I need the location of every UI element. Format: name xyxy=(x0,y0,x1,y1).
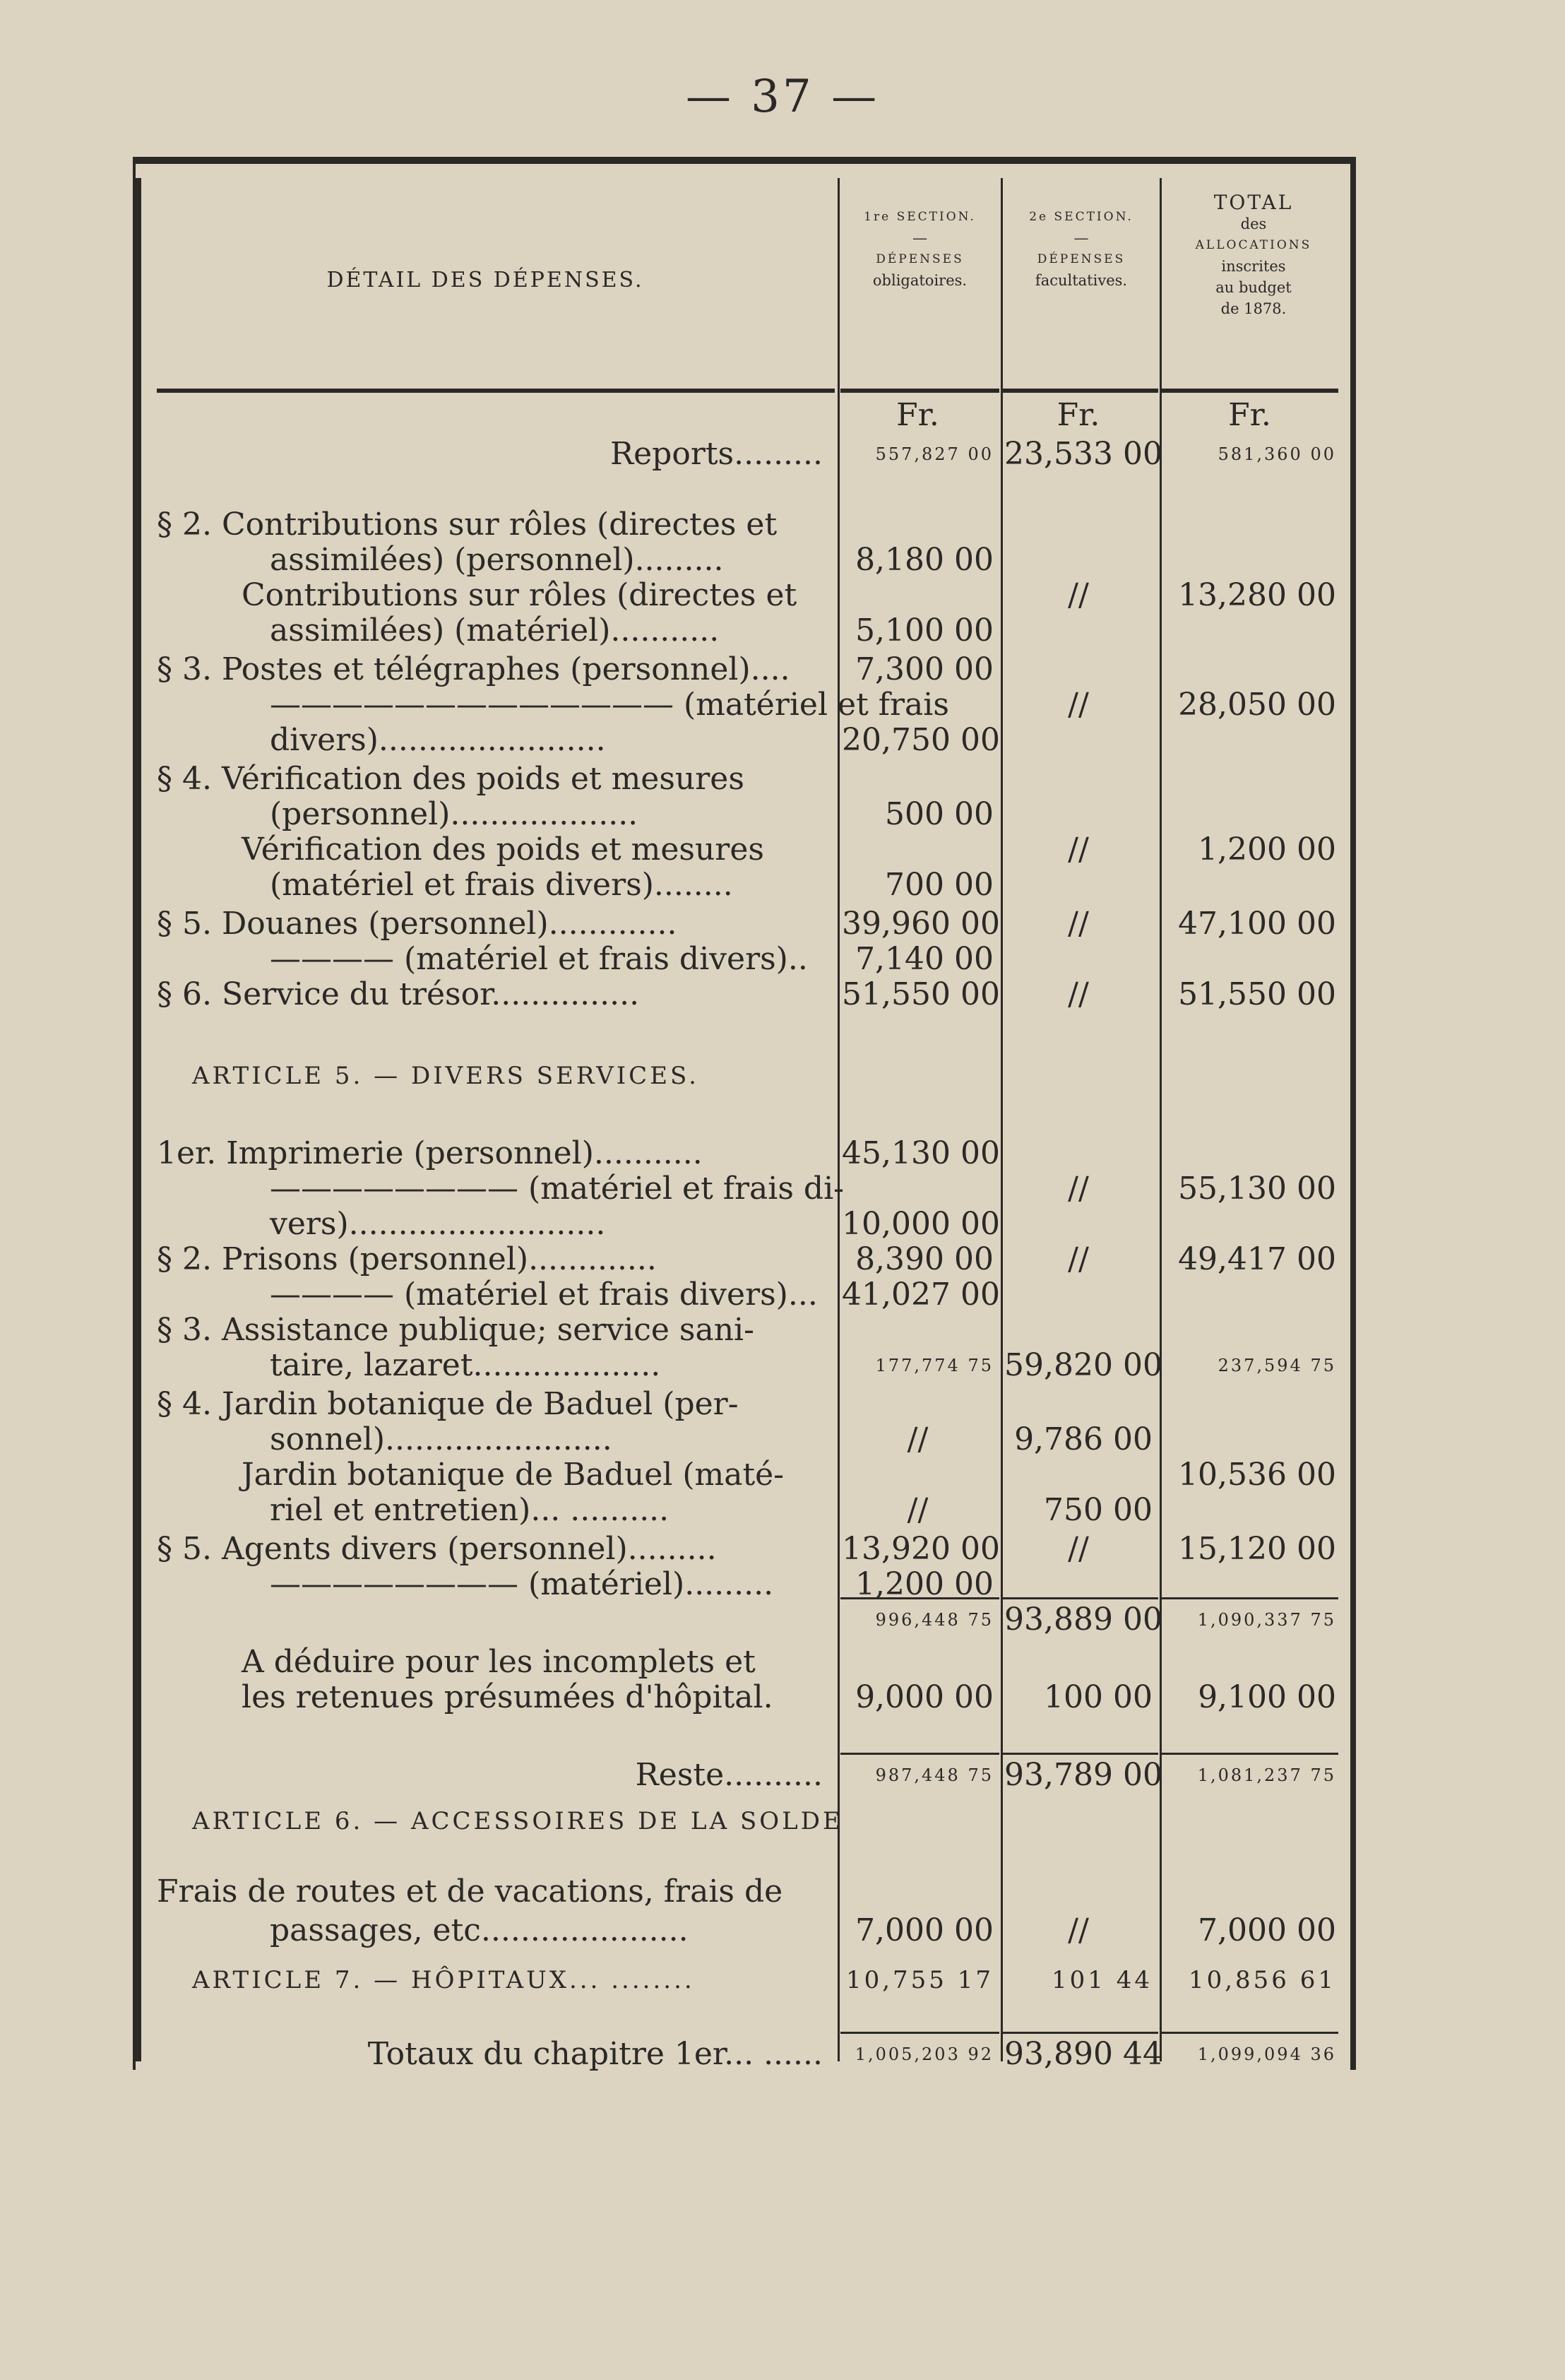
cell-c2: 101 44 xyxy=(1052,1966,1153,1994)
subtotal-rule xyxy=(1162,1753,1338,1755)
table-row xyxy=(136,1206,1350,1243)
cell-c2: // xyxy=(1068,1241,1089,1277)
row-label: ———————— (matériel et frais di- xyxy=(270,1171,845,1207)
subtotal-rule xyxy=(1003,1753,1158,1755)
cell-c1: 557,827 00 xyxy=(875,444,994,464)
row-label: § 5. Agents divers (personnel)......... xyxy=(157,1531,717,1567)
table-row xyxy=(136,1135,1350,1172)
table-row xyxy=(136,1386,1350,1423)
cell-c3: 10,536 00 xyxy=(1178,1457,1336,1493)
table-row xyxy=(136,1312,1350,1349)
table-row xyxy=(136,436,1350,473)
cell-c2: // xyxy=(1068,976,1089,1012)
unit-row xyxy=(136,397,1350,434)
table-row xyxy=(136,542,1350,579)
subtotal-rule xyxy=(1162,1597,1338,1599)
row-label: (matériel et frais divers)........ xyxy=(270,867,733,903)
row-label: Vérification des poids et mesures xyxy=(242,831,764,868)
cell-c3: 1,081,237 75 xyxy=(1197,1765,1336,1785)
cell-c2: 23,533 00 xyxy=(1004,436,1162,472)
table-row xyxy=(136,1803,1350,1840)
cell-c3: 237,594 75 xyxy=(1218,1356,1336,1375)
cell-c3: 1,099,094 36 xyxy=(1197,2044,1336,2064)
cell-c3: 15,120 00 xyxy=(1178,1531,1336,1567)
header-col1-line: 1re SECTION. xyxy=(864,210,976,224)
subtotal-rule xyxy=(840,2032,999,2034)
row-label: § 3. Assistance publique; service sani- xyxy=(157,1312,754,1348)
row-label: assimilées) (matériel)........... xyxy=(270,612,720,649)
cell-c3: 13,280 00 xyxy=(1178,577,1336,613)
table-row xyxy=(136,1757,1350,1794)
cell-c1: 7,140 00 xyxy=(855,941,994,977)
cell-c1: 10,000 00 xyxy=(842,1206,1000,1242)
row-label: taire, lazaret................... xyxy=(270,1347,661,1383)
row-label: 1er. Imprimerie (personnel)........... xyxy=(157,1135,703,1171)
table-row xyxy=(136,1679,1350,1716)
unit-col1: Fr. xyxy=(896,397,939,433)
table-row xyxy=(136,612,1350,649)
cell-c2: // xyxy=(1068,687,1089,723)
header-col3 xyxy=(1162,192,1345,319)
cell-c1: 987,448 75 xyxy=(875,1765,994,1785)
cell-c2: 93,890 44 xyxy=(1004,2036,1162,2072)
row-label: ARTICLE 5. — DIVERS SERVICES. xyxy=(192,1062,699,1090)
subtotal-rule xyxy=(1003,2032,1158,2034)
unit-col2: Fr. xyxy=(1057,397,1100,433)
cell-c3: 47,100 00 xyxy=(1178,906,1336,942)
table-row xyxy=(136,1421,1350,1458)
row-label: ————————————— (matériel et frais xyxy=(270,687,949,723)
page-number: — 37 — xyxy=(685,71,880,123)
header-col3-line: inscrites xyxy=(1221,258,1286,275)
table-row xyxy=(136,1015,1350,1052)
table-row xyxy=(136,1644,1350,1681)
header-col3-line: TOTAL xyxy=(1213,191,1294,214)
row-label: divers)....................... xyxy=(270,722,606,758)
table-row xyxy=(136,687,1350,723)
table-row xyxy=(136,1838,1350,1875)
table-row xyxy=(136,1873,1350,1910)
cell-c1: 8,390 00 xyxy=(855,1241,994,1277)
table-row xyxy=(136,831,1350,868)
subtotal-rule xyxy=(1162,2032,1338,2034)
row-label: ARTICLE 7. — HÔPITAUX... ........ xyxy=(192,1966,695,1994)
row-label: riel et entretien)... .......... xyxy=(270,1492,670,1528)
header-col1 xyxy=(840,206,999,291)
header-rule xyxy=(1003,389,1158,393)
header-col2 xyxy=(1003,206,1160,291)
cell-c3: 1,200 00 xyxy=(1198,831,1336,868)
table-row xyxy=(136,941,1350,978)
header-rule xyxy=(1162,389,1338,393)
row-label: Reports......... xyxy=(610,436,823,472)
cell-c1: 39,960 00 xyxy=(842,906,1000,942)
cell-c3: 28,050 00 xyxy=(1178,687,1336,723)
cell-c3: 10,856 61 xyxy=(1188,1966,1336,1994)
table-row xyxy=(136,651,1350,688)
cell-c2: // xyxy=(1068,1171,1089,1207)
table-row xyxy=(136,906,1350,942)
cell-c2: // xyxy=(1068,577,1089,613)
row-label: vers).......................... xyxy=(270,1206,606,1242)
cell-c2: 93,789 00 xyxy=(1004,1757,1162,1793)
cell-c1: 9,000 00 xyxy=(855,1679,994,1715)
cell-c2: 9,786 00 xyxy=(1014,1421,1153,1457)
cell-c3: 9,100 00 xyxy=(1198,1679,1336,1715)
cell-c1: 20,750 00 xyxy=(842,722,1000,758)
cell-c1: 1,200 00 xyxy=(855,1566,994,1602)
header-col2-line: — xyxy=(1073,230,1089,247)
unit-col3: Fr. xyxy=(1228,397,1271,433)
row-label: Totaux du chapitre 1er... ...... xyxy=(367,2036,823,2072)
row-label: § 3. Postes et télégraphes (personnel).... xyxy=(157,651,790,687)
row-label: A déduire pour les incomplets et xyxy=(242,1644,756,1680)
row-label: ———— (matériel et frais divers)... xyxy=(270,1277,818,1313)
cell-c2: // xyxy=(1068,831,1089,868)
cell-c2: // xyxy=(1068,1531,1089,1567)
table-row xyxy=(136,507,1350,543)
cell-c1: 13,920 00 xyxy=(842,1531,1000,1567)
table-row xyxy=(136,761,1350,798)
table-row xyxy=(136,577,1350,614)
header-detail: DÉTAIL DES DÉPENSES. xyxy=(326,268,644,292)
cell-c2: 100 00 xyxy=(1044,1679,1153,1715)
cell-c1: 10,755 17 xyxy=(845,1966,994,1994)
cell-c1: 41,027 00 xyxy=(842,1277,1000,1313)
row-label: passages, etc..................... xyxy=(270,1912,689,1948)
row-label: sonnel)....................... xyxy=(270,1421,612,1457)
subtotal-rule xyxy=(1003,1597,1158,1599)
cell-c3: 51,550 00 xyxy=(1178,976,1336,1012)
table-row xyxy=(136,1096,1350,1133)
row-label: ———— (matériel et frais divers).. xyxy=(270,941,808,977)
cell-c3: 7,000 00 xyxy=(1198,1912,1336,1948)
header-col3-line: des xyxy=(1240,215,1267,232)
table-row xyxy=(136,1347,1350,1384)
row-label: § 4. Jardin botanique de Baduel (per- xyxy=(157,1386,739,1422)
row-label: § 2. Contributions sur rôles (directes et xyxy=(157,507,778,543)
table-row xyxy=(136,1602,1350,1638)
table-row xyxy=(136,796,1350,833)
row-label: § 6. Service du trésor............... xyxy=(157,976,640,1012)
cell-c1: 8,180 00 xyxy=(855,542,994,578)
table-row xyxy=(136,2036,1350,2073)
table-row xyxy=(136,1058,1350,1094)
cell-c3: 581,360 00 xyxy=(1218,444,1336,464)
cell-c1: 177,774 75 xyxy=(875,1356,994,1375)
cell-c1: 7,300 00 xyxy=(855,651,994,687)
table-row xyxy=(136,1241,1350,1278)
table-row xyxy=(136,1457,1350,1493)
header-rule xyxy=(840,389,999,393)
row-label: § 4. Vérification des poids et mesures xyxy=(157,761,744,797)
cell-c3: 55,130 00 xyxy=(1178,1171,1336,1207)
header-rule xyxy=(157,389,835,393)
header-col1-line: obligatoires. xyxy=(872,272,968,289)
table-row xyxy=(136,1531,1350,1568)
header-col3-line: de 1878. xyxy=(1220,300,1287,317)
cell-c1: 45,130 00 xyxy=(842,1135,1000,1171)
cell-c2: // xyxy=(1068,1912,1089,1948)
cell-c1: 5,100 00 xyxy=(855,612,994,649)
header-col3-line: ALLOCATIONS xyxy=(1195,238,1312,252)
row-label: § 2. Prisons (personnel)............. xyxy=(157,1241,657,1277)
header-col1-line: DÉPENSES xyxy=(876,252,964,266)
cell-c1: 996,448 75 xyxy=(875,1610,994,1630)
row-label: ARTICLE 6. — ACCESSOIRES DE LA SOLDE xyxy=(192,1807,843,1835)
table-row xyxy=(136,1171,1350,1207)
row-label: Reste.......... xyxy=(635,1757,823,1793)
row-label: (personnel)................... xyxy=(270,796,638,832)
cell-c3: 49,417 00 xyxy=(1178,1241,1336,1277)
table-row xyxy=(136,867,1350,904)
cell-c2: 750 00 xyxy=(1044,1492,1153,1528)
cell-c1: 7,000 00 xyxy=(855,1912,994,1948)
header-col1-line: — xyxy=(912,230,927,247)
cell-c2: // xyxy=(1068,906,1089,942)
table-row xyxy=(136,1962,1350,1999)
cell-c1: 1,005,203 92 xyxy=(855,2044,994,2064)
cell-c1: 500 00 xyxy=(885,796,994,832)
table-row xyxy=(136,1718,1350,1755)
row-label: Frais de routes et de vacations, frais de xyxy=(157,1873,783,1910)
subtotal-rule xyxy=(840,1753,999,1755)
subtotal-rule xyxy=(840,1597,999,1599)
table-row xyxy=(136,1492,1350,1529)
header-col2-line: DÉPENSES xyxy=(1037,252,1126,266)
table-row xyxy=(136,1912,1350,1949)
row-label: ———————— (matériel)......... xyxy=(270,1566,774,1602)
row-label: assimilées) (personnel)......... xyxy=(270,542,724,578)
header-col2-line: 2e SECTION. xyxy=(1029,210,1133,224)
cell-c1: // xyxy=(907,1421,929,1457)
cell-c1: 51,550 00 xyxy=(842,976,1000,1012)
cell-c2: 93,889 00 xyxy=(1004,1602,1162,1638)
table-row xyxy=(136,976,1350,1013)
cell-c1: // xyxy=(907,1492,929,1528)
header-col2-line: facultatives. xyxy=(1035,272,1128,289)
cell-c1: 700 00 xyxy=(885,867,994,903)
row-label: Jardin botanique de Baduel (maté- xyxy=(242,1457,785,1493)
budget-table xyxy=(133,157,1356,2070)
row-label: Contributions sur rôles (directes et xyxy=(242,577,797,613)
table-row xyxy=(136,722,1350,759)
row-label: § 5. Douanes (personnel)............. xyxy=(157,906,677,942)
table-row xyxy=(136,1277,1350,1313)
row-label: les retenues présumées d'hôpital. xyxy=(242,1679,773,1715)
cell-c2: 59,820 00 xyxy=(1004,1347,1162,1383)
cell-c3: 1,090,337 75 xyxy=(1197,1610,1336,1630)
header-col3-line: au budget xyxy=(1215,279,1292,296)
